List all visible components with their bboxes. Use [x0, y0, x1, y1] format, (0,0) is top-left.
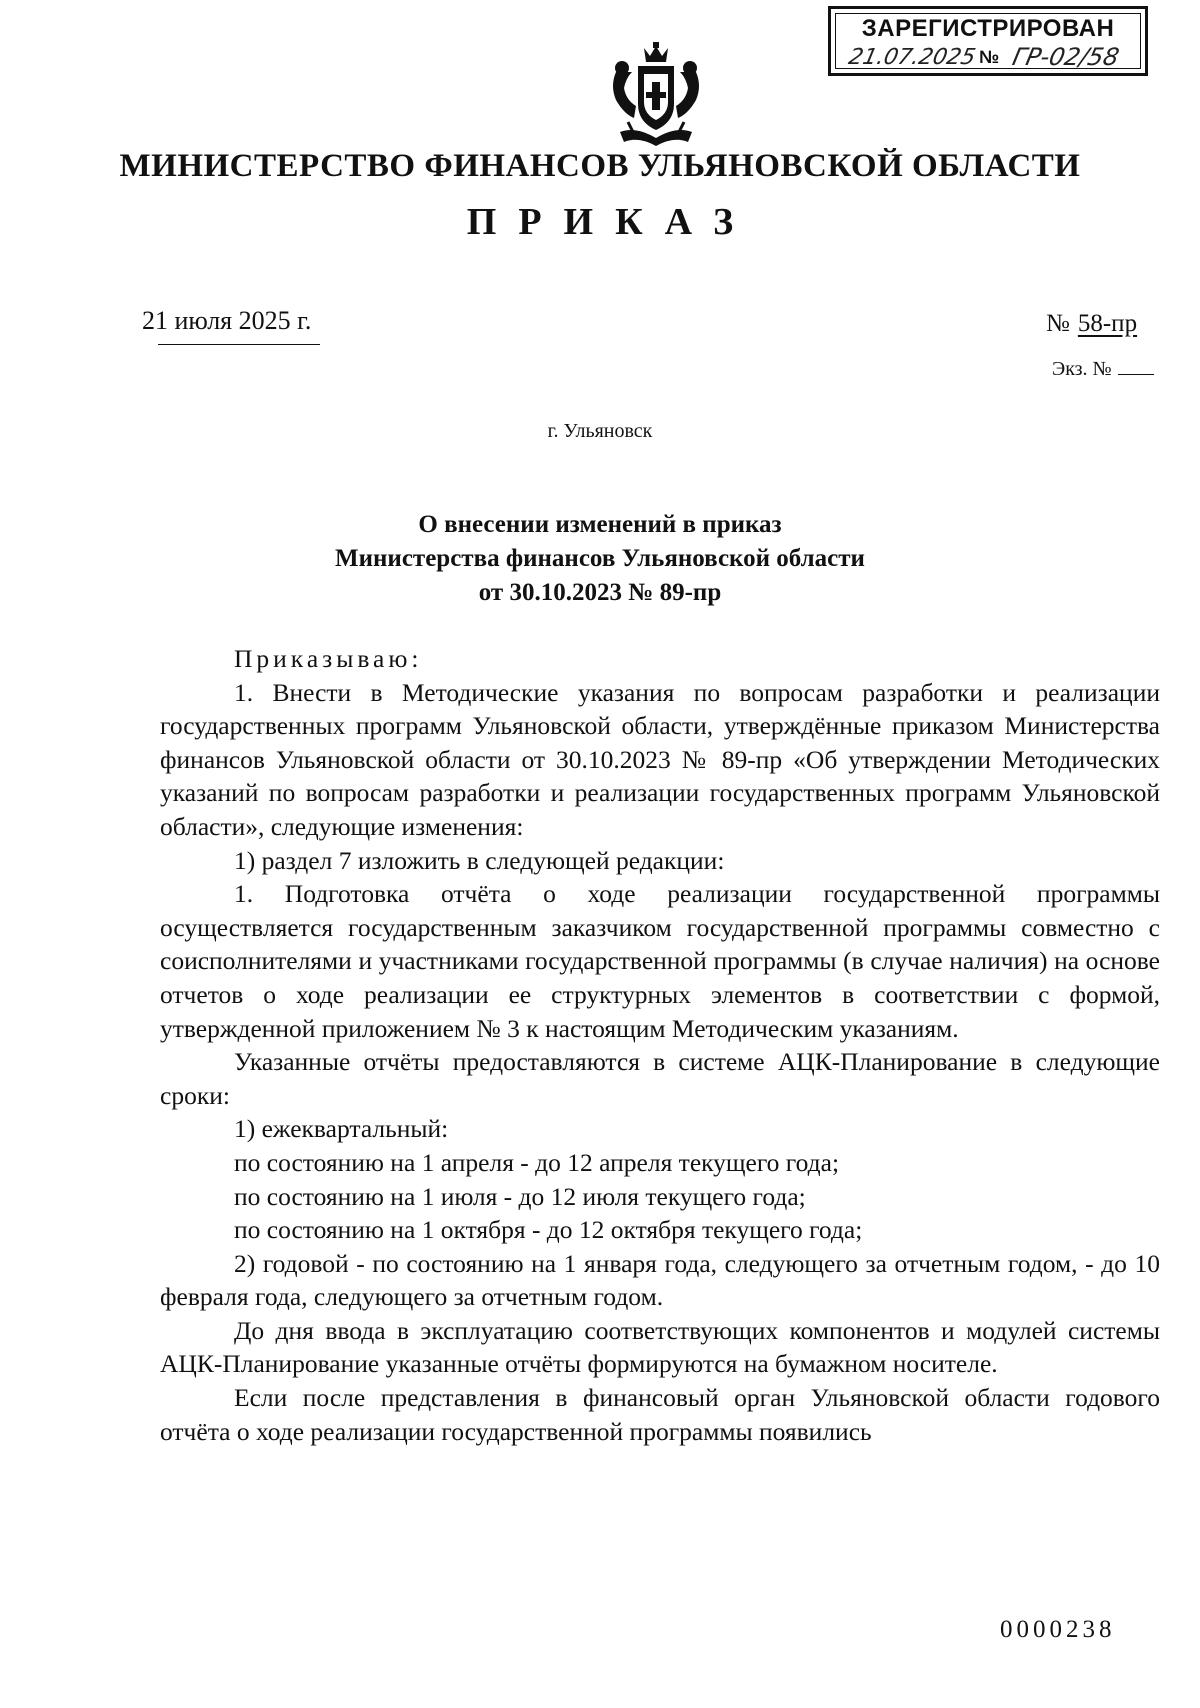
stamp-handwritten-number: ГР-02/58	[1010, 43, 1122, 71]
body-paragraph: Указанные отчёты предоставляются в системе АЦК-Планирование в следующие сроки:	[160, 1047, 1160, 1110]
body-paragraph: До дня ввода в эксплуатацию соответствующих компонентов и модулей системы АЦК-Планирование указанные отчёты формируются на бумажном носителе.	[160, 1315, 1160, 1379]
body-paragraph: 1. Подготовка отчёта о ходе реализации государственной программы осуществляется государственным заказчиком государственной программы совместно с соисполнителями и участниками государственной программы (в случае наличия) на основе отчетов о ходе реализации ее структурных элементов в соответствии с формой, утвержденной приложением № 3 к настоящим Методическим указаниям.	[160, 879, 1160, 1043]
stamp-number-sign: №	[979, 47, 1000, 67]
body-paragraph: 2) годовой - по состоянию на 1 января года, следующего за отчетным годом, - до 10 февраля года, следующего за отчетным годом.	[160, 1248, 1160, 1312]
body-paragraph: 1. Внести в Методические указания по вопросам разработки и реализации государственных программ Ульяновской области, утверждённые приказом Министерства финансов Ульяновской области от 30.10.2023 № 89-пр «Об утверждении Методических указаний по вопросам разработки и реализации государственных программ Ульяновской области», следующие изменения:	[160, 677, 1160, 841]
body-paragraph: по состоянию на 1 октября - до 12 октября текущего года;	[234, 1215, 863, 1245]
order-number-value: 58-пр	[1077, 310, 1138, 337]
order-number	[1046, 310, 1137, 338]
page-code: 0000238	[1000, 1616, 1116, 1643]
coat-of-arms-icon	[606, 42, 706, 152]
body-paragraph: Если после представления в финансовый орган Ульяновской области годового отчёта о ходе реализации государственной программы появились	[160, 1383, 1160, 1446]
copy-number-blank	[1118, 374, 1154, 375]
ministry-name: МИНИСТЕРСТВО ФИНАНСОВ УЛЬЯНОВСКОЙ ОБЛАСТИ	[119, 148, 1081, 184]
order-number-label: №	[1046, 310, 1070, 337]
order-subject	[0, 508, 1200, 610]
order-directive: Приказываю:	[234, 644, 423, 673]
copy-number	[1052, 358, 1154, 381]
body-paragraph: по состоянию на 1 июля - до 12 июля текущего года;	[234, 1181, 806, 1211]
stamp-handwritten-date: 21.07.2025	[846, 45, 978, 70]
registration-stamp	[828, 6, 1148, 76]
body-paragraph: 1) раздел 7 изложить в следующей редакции:	[234, 845, 725, 875]
order-body	[160, 642, 1160, 1448]
body-paragraph: 1) ежеквартальный:	[234, 1114, 449, 1144]
stamp-title: ЗАРЕГИСТРИРОВАН	[861, 15, 1115, 42]
subject-line: Министерства финансов Ульяновской области	[335, 545, 865, 572]
subject-line: от 30.10.2023 № 89-пр	[478, 579, 722, 606]
document-type-title: ПРИКАЗ	[466, 201, 756, 243]
date-underline	[158, 344, 320, 345]
subject-line: О внесении изменений в приказ	[418, 511, 782, 538]
order-date: 21 июля 2025 г.	[142, 306, 312, 335]
body-paragraph: по состоянию на 1 апреля - до 12 апреля текущего года;	[234, 1147, 840, 1177]
copy-number-label: Экз. №	[1052, 358, 1112, 380]
city: г. Ульяновск	[547, 420, 653, 442]
